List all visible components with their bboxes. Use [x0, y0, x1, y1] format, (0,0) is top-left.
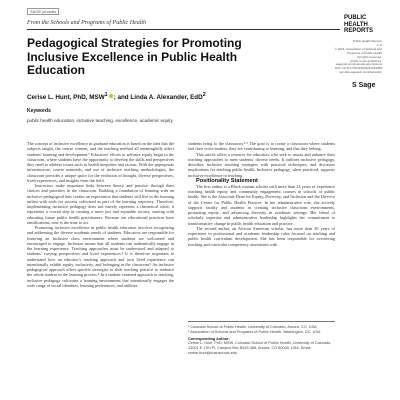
article-title: Pedagogical Strategies for Promoting Inclusive Excellence in Public Health Education: [27, 36, 242, 77]
meta-line[interactable]: journals.sagepub.com/home/phr: [339, 70, 382, 75]
corresponding-heading: Corresponding Author:: [188, 336, 230, 341]
body-paragraph: The second author, an African American scholar, has more than 30 years of experience in professional and academic leadership roles focused on teaching and public health curriculum development. She has been responsible for overseeing teaching and curricular competency assessment with: [188, 225, 335, 247]
footnotes: [188, 325, 335, 356]
author-1: Cerise L. Hunt, PhD, MSW: [27, 94, 105, 102]
body-paragraph: This article offers a resource for educators who seek to assess and enhance their teaching approaches to meet students' diverse needs. It outlines inclusive pedagogy, describes inclusive teaching strategies with practical techniques, and discusses implications for teaching public health. Inclusive pedagogy, when practiced, supports inclusive excellence in teaching.: [188, 151, 335, 178]
meta-line: Public Health Reports: [352, 39, 382, 43]
journal-line-1: PUBLIC: [344, 15, 367, 21]
corresponding-text: Cerise L. Hunt, PhD, MSW, Colorado School of Public Health, University of Colorado, 13001 E 17th Pl, Campus Box B119-388, Aurora, CO 80045, USA. Email: cerise.hunt@cuanschutz.edu: [188, 341, 332, 355]
author-line: [27, 92, 206, 101]
body-paragraph: Instructors make important links between theory and practice through their choices and priorities in the classroom. Building a foundation of learning with an inclusive pedagogical lens creates an expectation that students will live in the learning milieu with tools for success cultivated as part of the learning trajectory. Therefore, implementing inclusive pedagogy does not merely represent a theoretical ideal; it represents a crucial step in creating a more just and equitable society, starting with educating future public health practitioners. Because our educational practices have ramifications, now is the time to act.: [27, 183, 174, 225]
journal-name: [344, 15, 382, 35]
meta-line: 1–6: [376, 42, 382, 47]
header-rule: [27, 29, 340, 30]
journal-line-2: HEALTH: [344, 21, 368, 28]
meta-line: © 2024, Association of Schools and: [334, 46, 382, 51]
orcid-icon[interactable]: [109, 94, 113, 98]
meta-line: All rights reserved.: [357, 54, 382, 59]
positionality-heading: Positionality Statement: [196, 177, 258, 184]
section-heading: From the Schools and Programs of Public Health: [27, 20, 147, 26]
affiliation-1: ¹ Colorado School of Public Health, University of Colorado, Aurora, CO, USA: [188, 325, 317, 329]
sage-logo: S Sage: [352, 82, 376, 89]
body-right-column: [188, 141, 335, 247]
publisher-mark: SAGE journals: [27, 8, 59, 15]
body-paragraph: Promoting inclusive excellence in public health education involves recognizing and addressing the diverse academic needs of students. Educators are responsible for fostering an inclusive class environment where students are welcomed and encouraged to engage. Inclusion means that all students can authentically engage in the learning experience. Teaching approaches must be understood and adapted to students' varying perspectives and lived experiences.² It is therefore important to understand how an educator's teaching approach and own lived experience can intentionally exhibit equity, inclusivity, and belonging in the classroom.³ An inclusive pedagogical approach offers specific strategies to shift teaching practice to embrace the whole student in the learning process.⁴ In a student-centered approach to teaching, inclusive pedagogy cultivates a learning environment that intentionally engages the wide range of social identities, learning preferences, and abilities: [27, 225, 174, 288]
body-left-column: [27, 141, 174, 288]
body-paragraph: The first author is a Black woman scholar with more than 14 years of experience teaching health equity and community engagement courses in schools of public health. She is the Associate Dean for Equity, Diversity, and Inclusion and the Director of the Center for Public Health Practice. In her administrative role, she actively supports faculty and students in creating inclusive classroom environments, promoting equity, and advancing diversity in academic settings. Her blend of scholarly expertise and administrative leadership highlights her commitment to transformative change in public health education and practice.: [188, 183, 335, 226]
article-metadata: [318, 40, 382, 75]
doi-line[interactable]: DOI: 10.1177/00333549241234488: [335, 66, 382, 71]
meta-line[interactable]: sagepub.com/journals-permissions: [335, 62, 382, 67]
body-paragraph: The concept of inclusive excellence in graduate education is based on the idea that the subjects taught, the course content, and the teaching method all meaningfully affect students' learning and development.¹ Educators' efforts to advance equity begin in the classroom, where students have the opportunity to develop the skills and perspectives they need to address issues such as health inequities and racism. With the appropriate infrastructure, course materials, and use of inclusive teaching methodologies, the classroom provides a unique space for the evolution of thought, diverse perspectives, lived experiences, and insights from the field.: [27, 141, 174, 183]
keywords-heading: Keywords: [27, 108, 51, 114]
body-paragraph: students bring to the classroom.¹·⁵ The goal is to create a classroom where students feel their voice matters, they are contributing to learning, and that they belong.: [188, 141, 335, 152]
author-1-affiliation: 1: [104, 92, 108, 98]
footnote-rule: [188, 321, 335, 322]
affiliation-2: ² Association of Schools and Programs of Public Health, Washington, DC, USA: [188, 329, 321, 334]
author-connector: ; and Linda A. Alexander, EdD: [113, 94, 203, 102]
meta-line[interactable]: Article reuse guidelines:: [350, 58, 382, 63]
journal-line-3: REPORTS: [344, 28, 374, 35]
keywords-text: public health education, inclusive teaching, excellence, academic equity: [27, 118, 173, 123]
author-2-affiliation: 2: [202, 92, 206, 98]
meta-line: Programs of Public Health: [347, 50, 382, 55]
